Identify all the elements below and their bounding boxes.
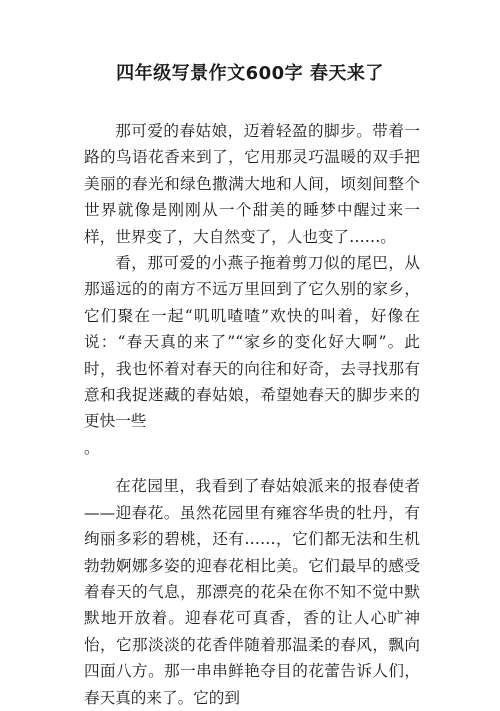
- document-title: 四年级写景作文600字 春天来了: [116, 63, 384, 84]
- paragraph-2-tail: 。: [84, 438, 100, 457]
- paragraph-3: 在花园里，我看到了春姑娘派来的报春使者——迎春花。虽然花园里有雍容华贵的牡丹，有绚丽多彩的碧桃，还有……，它们都无法和生机勃勃婀娜多姿的迎春花相比美。它们最早的感受着春天的气息，那漂亮的花朵在你不知不觉中默默地开放着。迎春花可真香，香的让人心旷神怡，它那淡淡的花香伴随着那温柔的春风，飘向四面八方。那一串串鲜艳夺目的花蕾告诉人们，春天真的来了。它的到: [84, 477, 420, 707]
- paragraph-1: 那可爱的春姑娘，迈着轻盈的脚步。带着一路的鸟语花香来到了，它用那灵巧温暖的双手把美丽的春光和绿色撒满大地和人间，顷刻间整个世界就像是刚刚从一个甜美的睡梦中醒过来一样，世界变了，大自然变了，人也变了……。: [84, 122, 420, 246]
- paragraph-2: 看，那可爱的小燕子拖着剪刀似的尾巴，从那遥远的的南方不远万里回到了它久别的家乡，它们聚在一起“叽叽喳喳”欢快的叫着，好像在说：“春天真的来了”“家乡的变化好大啊”。此时，我也怀着对春天的向往和好奇，去寻找那有意和我捉迷藏的春姑娘，希望她春天的脚步来的更快一些: [84, 254, 420, 431]
- document-body: [84, 118, 420, 711]
